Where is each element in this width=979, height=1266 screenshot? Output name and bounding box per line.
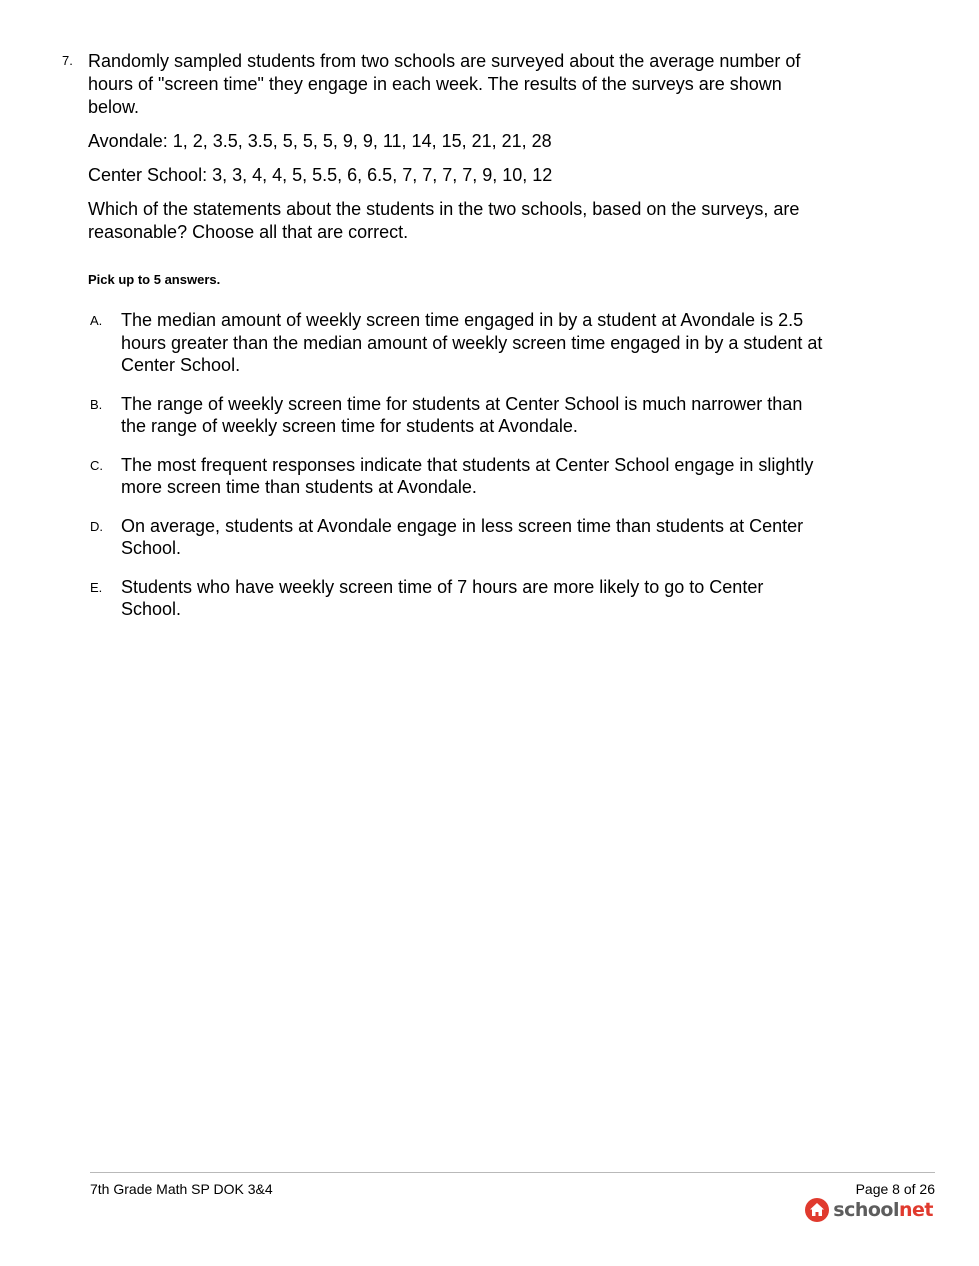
option-letter: D. [90, 518, 103, 534]
option-text: On average, students at Avondale engage in less screen time than students at Center School. [121, 515, 804, 558]
center-school-data: Center School: 3, 3, 4, 4, 5, 5.5, 6, 6.5, 7, 7, 7, 7, 9, 10, 12 [88, 165, 553, 185]
question-body [88, 50, 828, 637]
house-icon [805, 1198, 829, 1222]
schoolnet-logo [805, 1197, 933, 1223]
logo-school: school [833, 1199, 899, 1221]
question-number: 7. [62, 53, 73, 68]
option-text: The most frequent responses indicate that students at Center School engage in slightly more screen time than students at Avondale. [121, 454, 814, 497]
option-b[interactable] [88, 393, 828, 438]
option-letter: B. [90, 396, 103, 412]
page-number: Page 8 of 26 [855, 1181, 935, 1197]
avondale-data: Avondale: 1, 2, 3.5, 3.5, 5, 5, 5, 9, 9, 11, 14, 15, 21, 21, 28 [88, 131, 552, 151]
page-footer [90, 1172, 935, 1221]
logo-wordmark [833, 1199, 933, 1221]
option-e[interactable] [88, 576, 828, 621]
document-title: 7th Grade Math SP DOK 3&4 [90, 1181, 273, 1197]
option-text: The range of weekly screen time for students at Center School is much narrower than the range of weekly screen time for students at Avondale. [121, 393, 803, 436]
option-letter: E. [90, 579, 103, 595]
option-d[interactable] [88, 515, 828, 560]
answer-instruction: Pick up to 5 answers. [88, 272, 221, 287]
option-c[interactable] [88, 454, 828, 499]
option-a[interactable] [88, 309, 828, 377]
option-letter: C. [90, 457, 103, 473]
option-letter: A. [90, 313, 103, 328]
logo-net: net [899, 1199, 933, 1221]
question-stem: Randomly sampled students from two schools are surveyed about the average number of hours of "screen time" they engage in each week. The results of the surveys are shown below. [88, 51, 801, 117]
option-text: Students who have weekly screen time of 7 hours are more likely to go to Center School. [121, 576, 764, 619]
option-text: The median amount of weekly screen time engaged in by a student at Avondale is 2.5 hours greater than the median amount of weekly screen time engaged in by a student at Center School. [121, 310, 823, 375]
question-prompt: Which of the statements about the students in the two schools, based on the surveys, are reasonable? Choose all that are correct. [88, 199, 800, 242]
answer-options [88, 309, 828, 621]
